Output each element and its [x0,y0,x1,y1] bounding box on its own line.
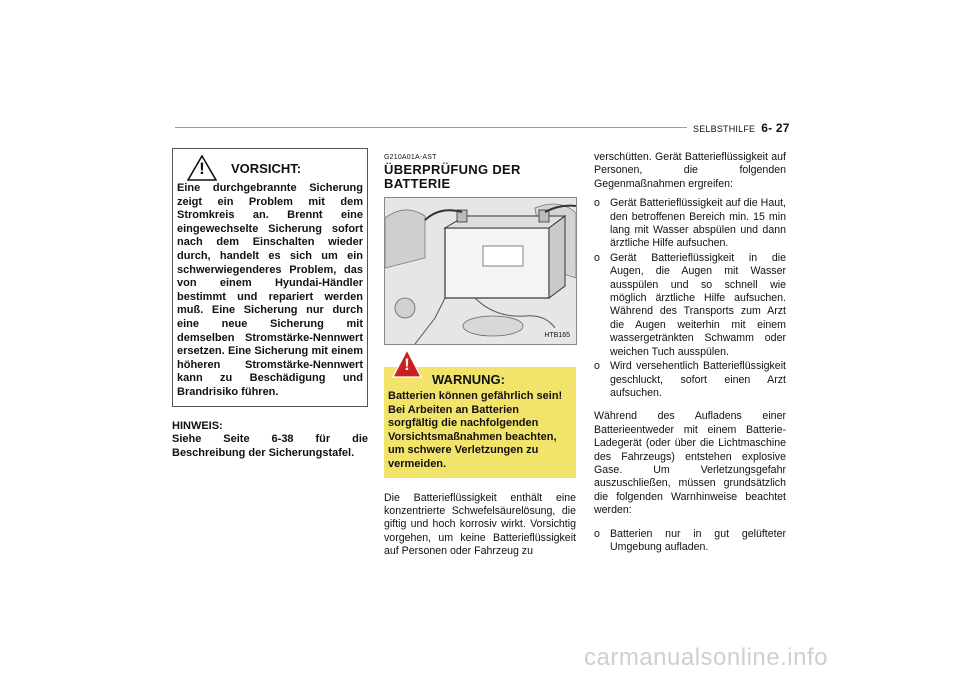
charging-text: Während des Aufladens einer Batterieentweder mit einem Batterie-Ladegerät (oder über die Lichtmaschine des Fahrzeugs) entstehen explosive Gase. Um Verletzungsgefahr auszuschließen, müssen grundsätzlich die folgenden Warnhinweise beachtet werden: [594,410,786,517]
battery-drawing [385,198,576,344]
bullet-marker: o [594,360,600,373]
bullet-marker: o [594,197,600,210]
header-section: SELBSTHILFE [693,124,756,134]
warning-text: Batterien können gefährlich sein! Bei Arbeiten an Batterien sorgfältig die nachfolgenden Vorsichtsmaßnahmen beachten, um schwere Verletzungen zu vermeiden. [388,390,563,470]
note-label: HINWEIS: [172,419,223,432]
list-item: o Gerät Batterieflüssigkeit in die Augen, die Augen mit Wasser ausspülen und so schnell wie möglich ärztliche Hilfe aufsuchen. Während des Transports zum Arzt die Augen weiterhin mit einem wassergetränkten Schwamm oder weichen Tuch ausspülen. [594,251,786,358]
warning-title: WARNUNG: [432,372,505,387]
note [172,420,368,461]
note-text: Siehe Seite 6-38 für die Beschreibung der Sicherungstafel. [172,433,368,459]
warning-box [384,355,576,478]
page-number: 6- 27 [761,121,790,135]
caution-text: Eine durchgebrannte Sicherung zeigt ein Problem mit dem Stromkreis an. Brennt eine eingewechselte Sicherung sofort nach dem Einschalten wieder durch, handelt es sich um ein schwerwiegenderes Problem, das von einem Hyundai-Händler bestimmt und repariert werden muß. Eine Sicherung nur durch eine neue Sicherung mit demselben Stromstärke-Nennwert ersetzen. Eine Sicherung mit einem höheren Stromstärke-Nennwert kann zu Beschädigung und Brandrisiko führen. [177,182,363,398]
battery-illustration [384,197,577,345]
header-rule [175,127,687,128]
bullet-marker: o [594,527,600,540]
charging-list [594,528,786,555]
running-header [693,121,790,135]
section-title: ÜBERPRÜFUNG DER BATTERIE [384,162,521,191]
left-column [172,148,368,460]
right-column [594,151,786,555]
section-code: G210A01A-AST [384,154,437,161]
warning-triangle-icon: ! [187,155,217,181]
list-item: o Batterien nur in gut gelüfteter Umgebung aufladen. [594,527,786,553]
caution-header [177,155,363,181]
caution-title: VORSICHT: [231,160,302,176]
list-item: o Wird versehentlich Batterieflüssigkeit geschluckt, sofort einen Arzt aufsuchen. [594,360,786,399]
continuation-text: verschütten. Gerät Batterieflüssigkeit auf Personen, die folgenden Gegenmaßnahmen ergreifen: [594,151,786,190]
warning-triangle-icon: ! [392,349,422,379]
middle-column [384,154,576,559]
first-aid-list [594,197,786,400]
caution-box [172,148,368,407]
bullet-marker: o [594,251,600,264]
intro-text: Die Batterieflüssigkeit enthält eine konzentrierte Schwefelsäurelösung, die giftig und hoch korrosiv wirkt. Vorsichtig vorgehen, um keine Batterieflüssigkeit auf Personen oder Fahrzeug zu [384,491,576,558]
watermark: carmanualsonline.info [584,644,828,671]
list-item: o Gerät Batterieflüssigkeit auf die Haut, den betroffenen Bereich min. 15 min lang mit Wasser abspülen und dann ärztliche Hilfe aufsuchen. [594,197,786,250]
figure-label: HTB165 [544,332,570,339]
